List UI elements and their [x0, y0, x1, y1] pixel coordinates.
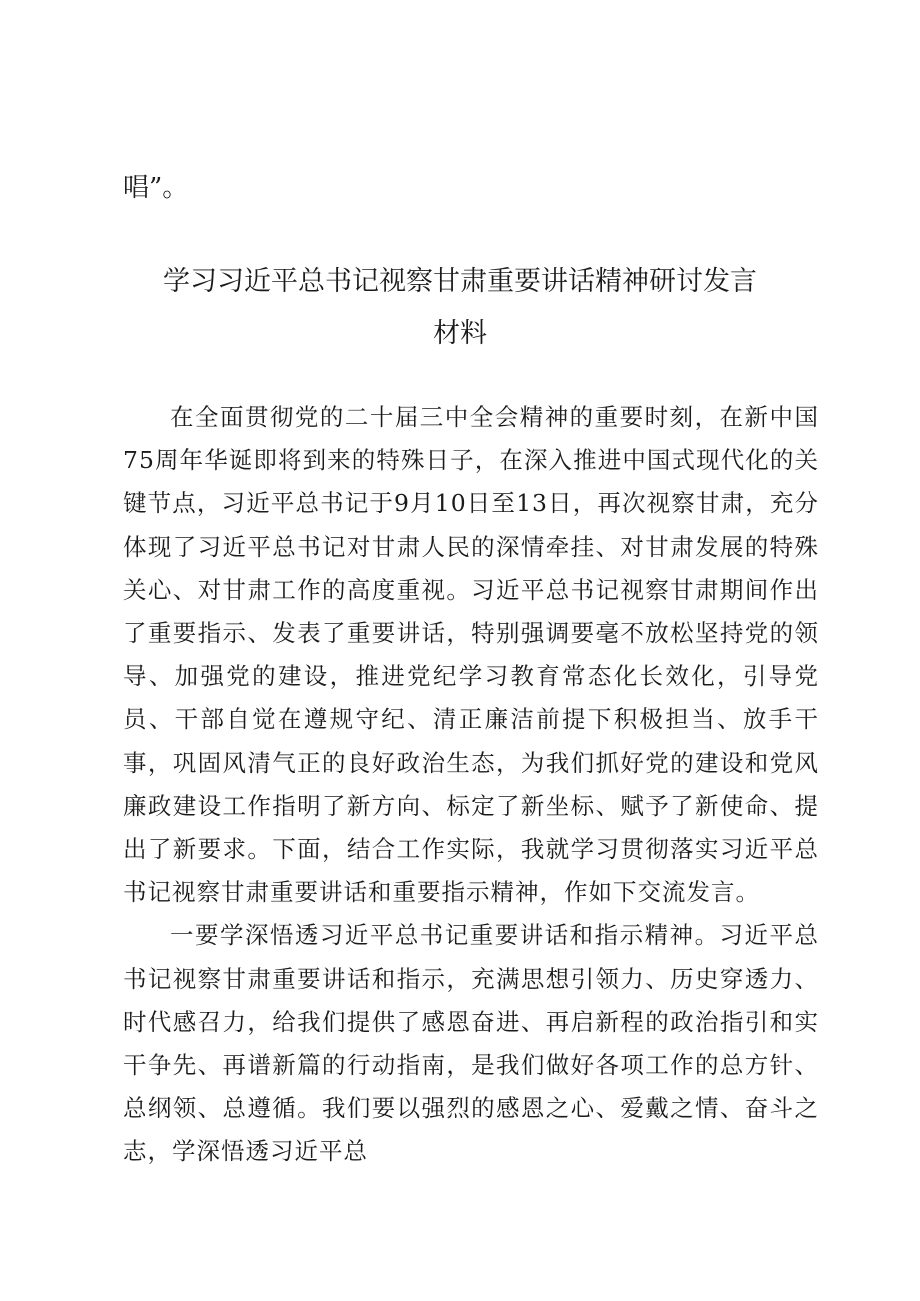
body-paragraph-first-point: 一要学深悟透习近平总书记重要讲话和指示精神。习近平总书记视察甘肃重要讲话和指示，充满思想引领力、历史穿透力、时代感召力，给我们提供了感恩奋进、再启新程的政治指引和实干争先、再谱新篇的行动指南，是我们做好各项工作的总方针、总纲领、总遵循。我们要以强烈的感恩之心、爱戴之情、奋斗之志，学深悟透习近平总 — [123, 921, 819, 1166]
previous-text-fragment: 唱”。 — [123, 173, 189, 203]
document-body — [123, 396, 819, 1174]
title-line-2: 材料 — [433, 318, 487, 349]
body-paragraph-intro: 在全面贯彻党的二十届三中全会精神的重要时刻，在新中国75周年华诞即将到来的特殊日子，在深入推进中国式现代化的关键节点，习近平总书记于9月10日至13日，再次视察甘肃，充分体现了习近平总书记对甘肃人民的深情牵挂、对甘肃发展的特殊关心、对甘肃工作的高度重视。习近平总书记视察甘肃期间作出了重要指示、发表了重要讲话，特别强调要毫不放松坚持党的领导、加强党的建设，推进党纪学习教育常态化长效化，引导党员、干部自觉在遵规守纪、清正廉洁前提下积极担当、放手干事，巩固风清气正的良好政治生态，为我们抓好党的建设和党风廉政建设工作指明了新方向、标定了新坐标、赋予了新使命、提出了新要求。下面，结合工作实际，我就学习贯彻落实习近平总书记视察甘肃重要讲话和重要指示精神，作如下交流发言。 — [123, 403, 819, 907]
document-title — [0, 256, 920, 360]
title-line-1: 学习习近平总书记视察甘肃重要讲话精神研讨发言 — [163, 266, 757, 297]
